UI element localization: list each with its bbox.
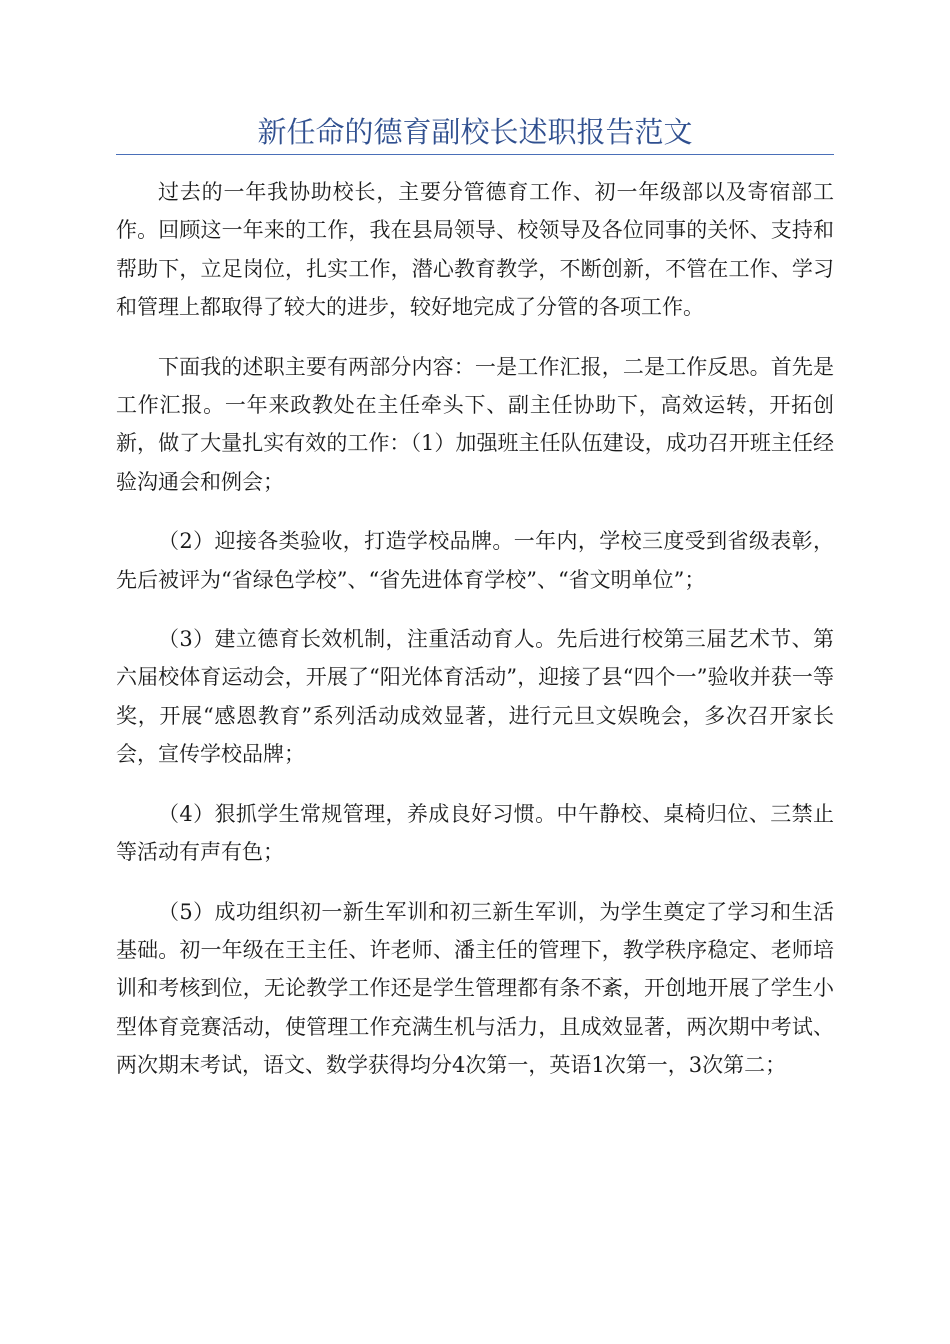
paragraph-4: （3）建立德育长效机制，注重活动育人。先后进行校第三届艺术节、第六届校体育运动会，开展了“阳光体育活动”，迎接了县“四个一”验收并获一等奖，开展“感恩教育”系列活动成效显著，进行元旦文娱晚会，多次召开家长会，宣传学校品牌； <box>116 627 834 767</box>
paragraph-2: 下面我的述职主要有两部分内容：一是工作汇报，二是工作反思。首先是工作汇报。一年来政教处在主任牵头下、副主任协助下，高效运转，开拓创新，做了大量扎实有效的工作：（1）加强班主任队伍建设，成功召开班主任经验沟通会和例会； <box>116 354 834 494</box>
paragraph-5: （4）狠抓学生常规管理，养成良好习惯。中午静校、桌椅归位、三禁止等活动有声有色； <box>116 801 834 865</box>
document-title: 新任命的德育副校长述职报告范文 <box>257 115 693 149</box>
document-body <box>116 173 834 1106</box>
paragraph-1: 过去的一年我协助校长，主要分管德育工作、初一年级部以及寄宿部工作。回顾这一年来的工作，我在县局领导、校领导及各位同事的关怀、支持和帮助下，立足岗位，扎实工作，潜心教育教学，不断创新，不管在工作、学习和管理上都取得了较大的进步，较好地完成了分管的各项工作。 <box>116 180 834 320</box>
paragraph-3: （2）迎接各类验收，打造学校品牌。一年内，学校三度受到省级表彰，先后被评为“省绿色学校”、“省先进体育学校”、“省文明单位”； <box>116 529 834 592</box>
paragraph-6: （5）成功组织初一新生军训和初三新生军训，为学生奠定了学习和生活基础。初一年级在王主任、许老师、潘主任的管理下，教学秩序稳定、老师培训和考核到位，无论教学工作还是学生管理都有条不紊，开创地开展了学生小型体育竞赛活动，使管理工作充满生机与活力，且成效显著，两次期中考试、两次期末考试，语文、数学获得均分4次第一，英语1次第一，3次第二； <box>116 899 834 1078</box>
title-underline <box>116 154 834 155</box>
